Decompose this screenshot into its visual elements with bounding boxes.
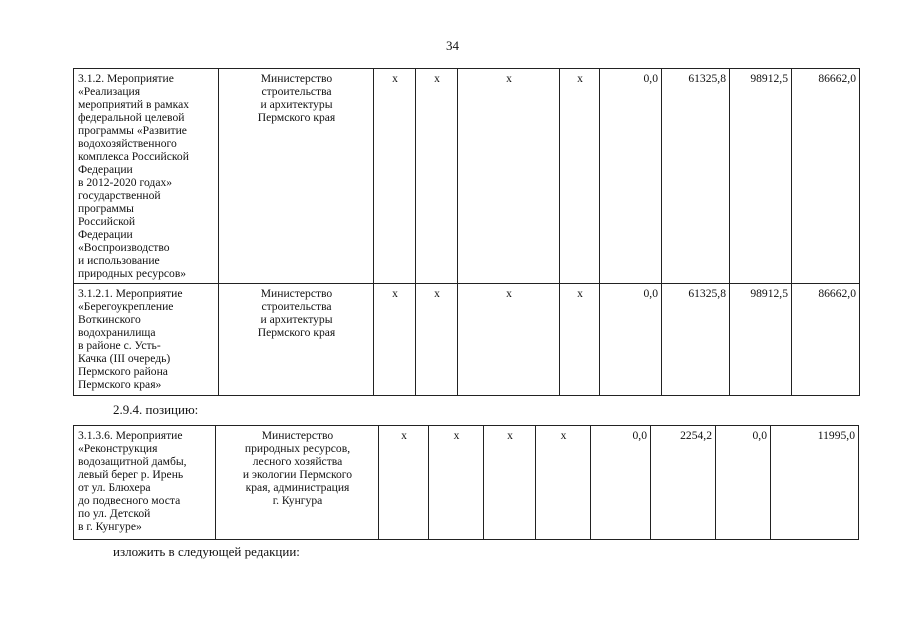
mark-cell: x [560,284,600,396]
instruction-text: изложить в следующей редакции: [113,544,300,559]
table-row [74,69,860,284]
value-cell: 61325,8 [662,284,730,396]
value-cell: 98912,5 [730,69,792,284]
value-cell: 86662,0 [792,69,860,284]
activity-name-cell: 3.1.2. Мероприятие «Реализация мероприятий в рамках федеральной целевой программы «Развитие водохозяйственного комплекса Российской Федерации в 2012-2020 годах» государственной программы Российской Федерации «Воспроизводство и использование природных ресурсов» [74,69,219,284]
mark-cell: x [560,69,600,284]
mark-cell: x [374,284,416,396]
executor-cell: Министерство природных ресурсов, лесного хозяйства и экологии Пермского края, администрация г. Кунгура [216,426,379,540]
mark-cell: x [536,426,591,540]
value-cell: 2254,2 [651,426,716,540]
budget-table-1 [73,68,860,396]
value-cell: 0,0 [600,284,662,396]
mark-cell: x [429,426,484,540]
value-cell: 0,0 [600,69,662,284]
mark-cell: x [374,69,416,284]
value-cell: 0,0 [716,426,771,540]
value-cell: 98912,5 [730,284,792,396]
instruction-text: 2.9.4. позицию: [113,402,199,417]
value-cell: 11995,0 [771,426,859,540]
table-row [74,284,860,396]
executor-cell: Министерство строительства и архитектуры Пермского края [219,69,374,284]
mark-cell: x [458,284,560,396]
budget-table-2 [73,425,859,540]
value-cell: 86662,0 [792,284,860,396]
mark-cell: x [458,69,560,284]
table-row [74,426,859,540]
value-cell: 61325,8 [662,69,730,284]
page-number: 34 [446,38,459,53]
value-cell: 0,0 [591,426,651,540]
activity-name-cell: 3.1.2.1. Мероприятие «Берегоукрепление Воткинского водохранилища в районе с. Усть- Качка (III очередь) Пермского района Пермского края» [74,284,219,396]
executor-cell: Министерство строительства и архитектуры Пермского края [219,284,374,396]
mark-cell: x [484,426,536,540]
activity-name-cell: 3.1.3.6. Мероприятие «Реконструкция водозащитной дамбы, левый берег р. Ирень от ул. Блюхера до подвесного моста по ул. Детской в г. Кунгуре» [74,426,216,540]
mark-cell: x [416,284,458,396]
mark-cell: x [379,426,429,540]
mark-cell: x [416,69,458,284]
